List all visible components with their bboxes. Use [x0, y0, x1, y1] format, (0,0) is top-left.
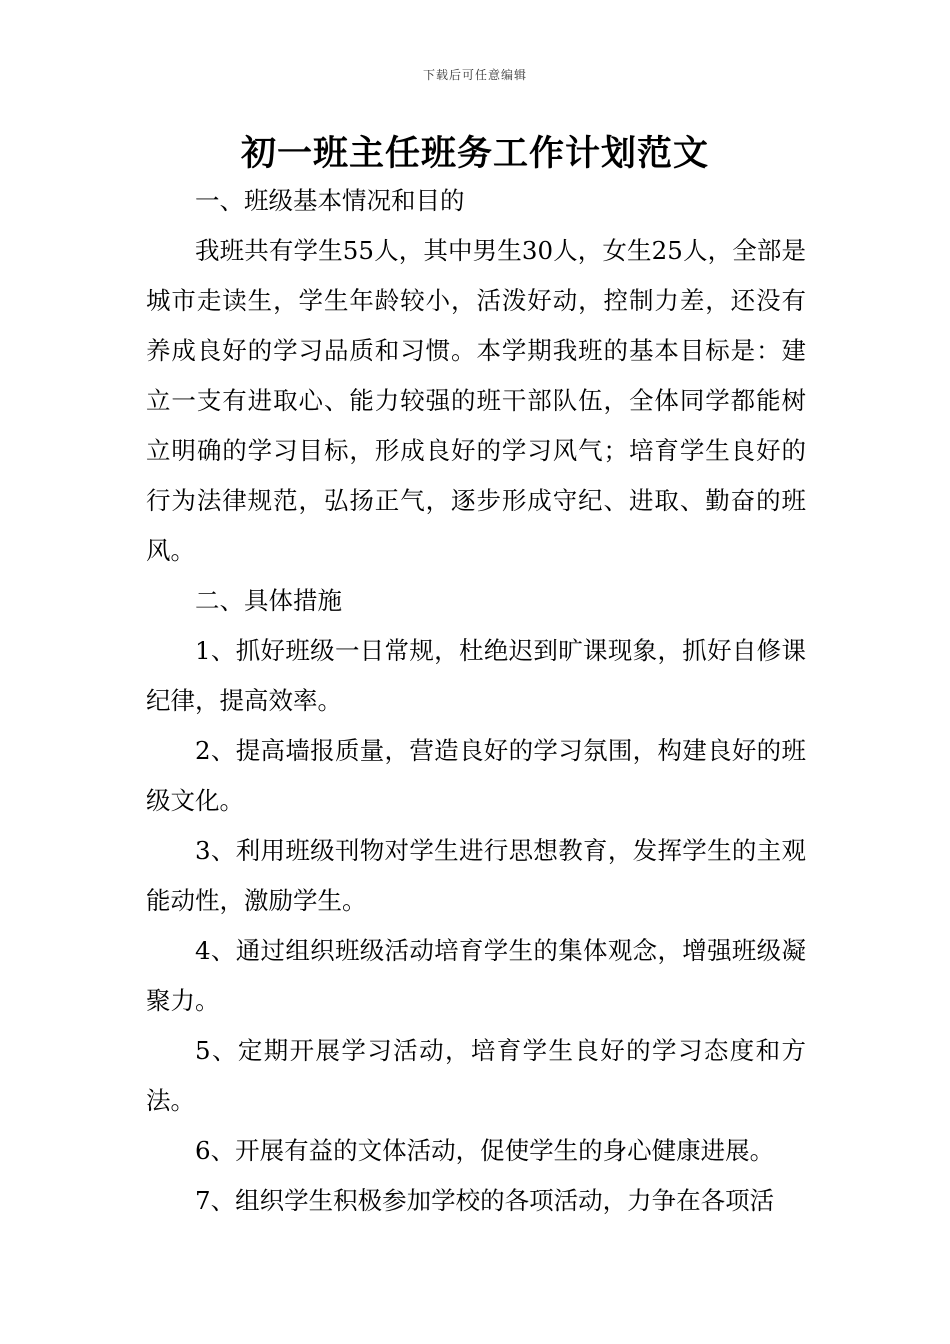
measure-item-1: 1、抓好班级一日常规，杜绝迟到旷课现象，抓好自修课纪律，提高效率。 — [146, 636, 806, 715]
paragraph-class-overview: 我班共有学生55人，其中男生30人，女生25人，全部是城市走读生，学生年龄较小，活泼好动，控制力差，还没有养成良好的学习品质和习惯。本学期我班的基本目标是：建立一支有进取心、能力较强的班干部队伍，全体同学都能树立明确的学习目标，形成良好的学习风气；培育学生良好的行为法律规范，弘扬正气，逐步形成守纪、进取、勤奋的班风。 — [146, 236, 806, 565]
measure-item-6: 6、开展有益的文体活动，促使学生的身心健康进展。 — [195, 1136, 775, 1165]
header-note: 下载后可任意编辑 — [422, 68, 527, 82]
document-title: 初一班主任班务工作计划范文 — [240, 134, 709, 174]
document-body — [146, 176, 806, 1226]
measure-item-7: 7、组织学生积极参加学校的各项活动，力争在各项活 — [195, 1186, 775, 1215]
measure-item-5: 5、定期开展学习活动，培育学生良好的学习态度和方法。 — [146, 1036, 806, 1115]
measure-item-2: 2、提高墙报质量，营造良好的学习氛围，构建良好的班级文化。 — [146, 736, 806, 815]
section-heading-basic-situation: 一、班级基本情况和目的 — [195, 186, 465, 215]
measure-item-4: 4、通过组织班级活动培育学生的集体观念，增强班级凝聚力。 — [146, 936, 806, 1015]
measure-item-3: 3、利用班级刊物对学生进行思想教育，发挥学生的主观能动性，激励学生。 — [146, 836, 806, 915]
section-heading-measures: 二、具体措施 — [195, 586, 342, 615]
